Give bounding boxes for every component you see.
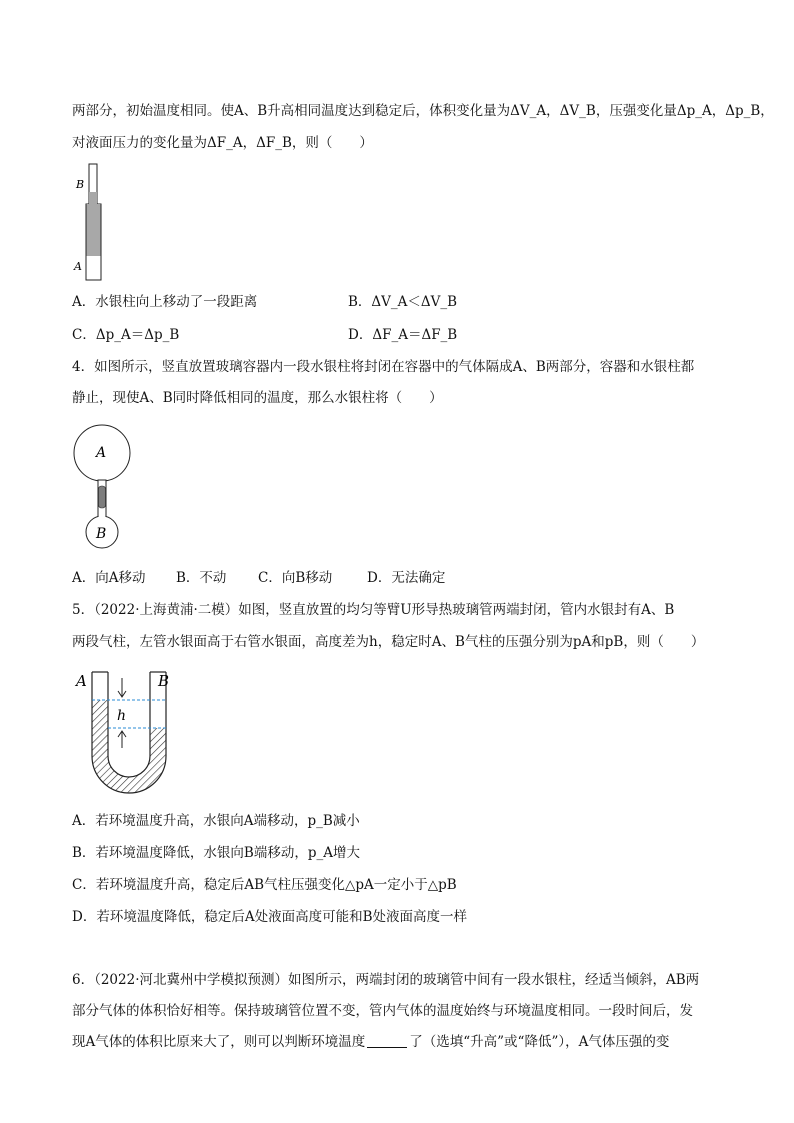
q3-option-c: C．Δp_A＝Δp_B <box>72 327 180 343</box>
q3-label-bottom: A <box>74 260 82 273</box>
q3-option-b: B．ΔV_A＜ΔV_B <box>348 294 458 310</box>
q5-label-a: A <box>76 672 87 690</box>
q3-mercury-column <box>89 192 97 204</box>
q3-option-a: A．水银柱向上移动了一段距离 <box>72 294 258 310</box>
q4-option-d: D．无法确定 <box>367 570 446 586</box>
q3-option-d: D．ΔF_A＝ΔF_B <box>348 327 458 343</box>
q6-stem-line-3-before: 现A气体的体积比原来大了，则可以判断环境温度 <box>72 1034 366 1050</box>
q5-option-c: C．若环境温度升高，稳定后AB气柱压强变化△pA一定小于△pB <box>72 877 457 893</box>
q4-option-a: A．向A移动 <box>72 570 146 586</box>
q4-option-b: B．不动 <box>176 570 227 586</box>
q4-option-c: C．向B移动 <box>258 570 333 586</box>
q5-stem-line-2: 两段气柱，左管水银面高于右管水银面，高度差为h，稳定时A、B气柱的压强分别为pA和pB，则（ ） <box>72 634 705 650</box>
q3-tube-figure <box>72 160 112 284</box>
q3-label-top: B <box>76 178 85 191</box>
q6-stem-line-1: 6．（2022·河北冀州中学模拟预测）如图所示，两端封闭的玻璃管中间有一段水银柱，经适当倾斜，AB两 <box>72 972 700 988</box>
q4-container-figure <box>72 422 134 550</box>
q5-stem-line-1: 5．（2022·上海黄浦·二模）如图，竖直放置的均匀等臂U形导热玻璃管两端封闭，管内水银封有A、B <box>72 602 675 618</box>
q5-label-h: h <box>117 708 127 724</box>
q6-stem-line-2: 部分气体的体积恰好相等。保持玻璃管位置不变，管内气体的温度始终与环境温度相同。一段时间后，发 <box>72 1003 693 1019</box>
q6-stem-line-3-after: 了（选填“升高”或“降低”），A气体压强的变 <box>409 1034 670 1050</box>
q4-label-b: B <box>96 526 107 542</box>
q4-label-a: A <box>96 445 107 461</box>
q6-stem-line-3 <box>72 1032 669 1052</box>
q6-answer-blank[interactable] <box>367 1033 407 1048</box>
q5-u-tube-figure <box>72 664 182 794</box>
q5-option-d: D．若环境温度降低，稳定后A处液面高度可能和B处液面高度一样 <box>72 909 467 925</box>
q4-stem-line-1: 4．如图所示，竖直放置玻璃容器内一段水银柱将封闭在容器中的气体隔成A、B两部分，容器和水银柱都 <box>72 359 695 375</box>
q5-mercury <box>92 700 166 793</box>
q3-stem-line-1: 两部分，初始温度相同。使A、B升高相同温度达到稳定后，体积变化量为ΔV_A，ΔV_B，压强变化量Δp_A，Δp_B， <box>72 103 774 119</box>
q5-label-b: B <box>158 672 170 690</box>
q4-mercury-column <box>99 486 106 508</box>
q5-option-a: A．若环境温度升高，水银向A端移动，p_B减小 <box>72 813 360 829</box>
q3-stem-line-2: 对液面压力的变化量为ΔF_A，ΔF_B，则（ ） <box>72 135 373 151</box>
q4-stem-line-2: 静止，现使A、B同时降低相同的温度，那么水银柱将（ ） <box>72 390 443 406</box>
q5-option-b: B．若环境温度降低，水银向B端移动，p_A增大 <box>72 845 360 861</box>
